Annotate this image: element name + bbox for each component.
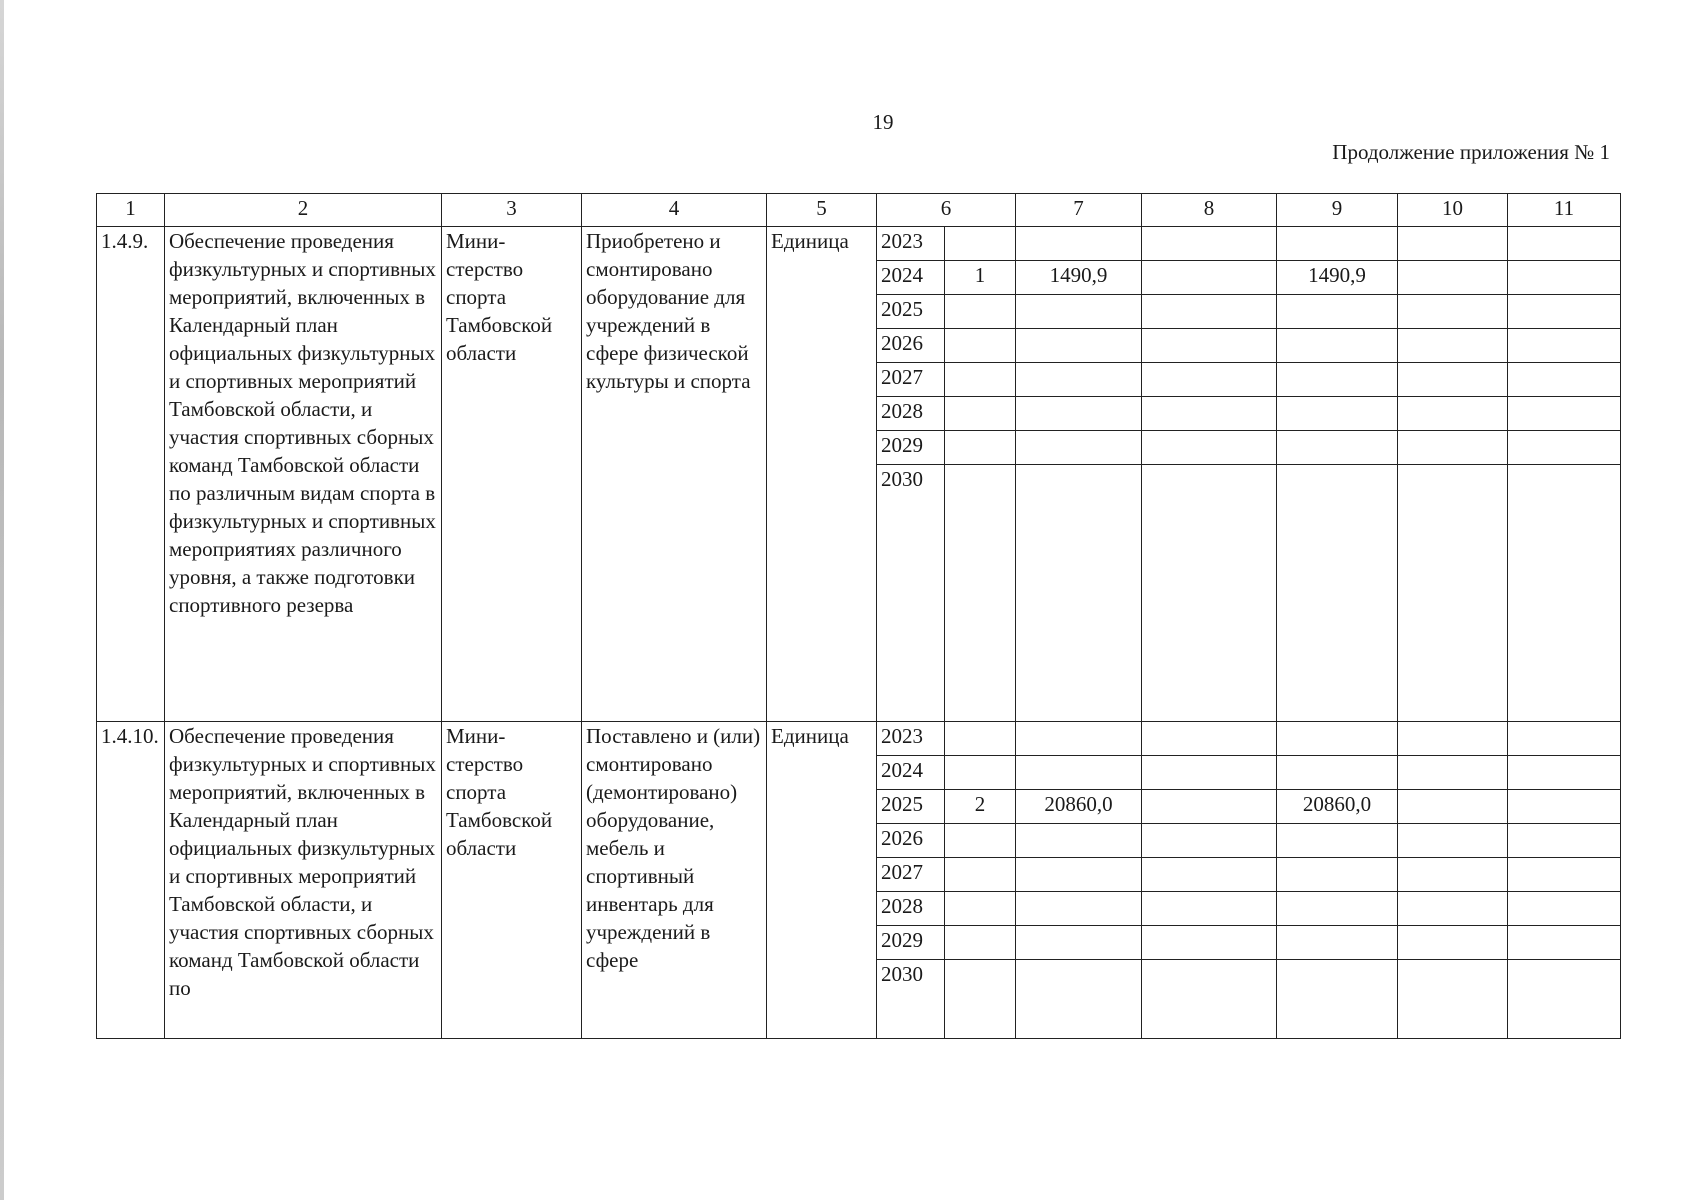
column-10-cell bbox=[1398, 892, 1508, 926]
table-row bbox=[97, 722, 1621, 756]
year-cell: 2023 bbox=[877, 227, 945, 261]
column-10-cell bbox=[1398, 722, 1508, 756]
header-cell-4: 4 bbox=[582, 194, 767, 227]
column-11-cell bbox=[1508, 431, 1621, 465]
column-8-cell bbox=[1142, 329, 1277, 363]
quantity-cell bbox=[945, 397, 1016, 431]
column-8-cell bbox=[1142, 261, 1277, 295]
year-cell: 2026 bbox=[877, 329, 945, 363]
column-9-cell: 1490,9 bbox=[1277, 261, 1398, 295]
column-8-cell bbox=[1142, 722, 1277, 756]
header-cell-11: 11 bbox=[1508, 194, 1621, 227]
column-10-cell bbox=[1398, 926, 1508, 960]
year-cell: 2030 bbox=[877, 465, 945, 722]
column-11-cell bbox=[1508, 329, 1621, 363]
year-cell: 2029 bbox=[877, 431, 945, 465]
column-7-cell bbox=[1016, 722, 1142, 756]
row-id-cell: 1.4.10. bbox=[97, 722, 165, 1039]
year-cell: 2026 bbox=[877, 824, 945, 858]
executor-cell: Мини- стерство спорта Тамбовской области bbox=[442, 227, 582, 722]
column-11-cell bbox=[1508, 926, 1621, 960]
column-8-cell bbox=[1142, 431, 1277, 465]
measure-name-cell: Обеспечение проведения физкультурных и спортивных мероприятий, включенных в Календарный план официальных физкультурных и спортивных мероприятий Тамбовской области, и участия спортивных сборных команд Тамбовской области по различным видам спорта в физкультурных и спортивных мероприятиях различного уровня, а также подготовки спортивного резерва bbox=[165, 227, 442, 722]
column-10-cell bbox=[1398, 329, 1508, 363]
header-row bbox=[97, 194, 1621, 227]
column-10-cell bbox=[1398, 756, 1508, 790]
column-8-cell bbox=[1142, 227, 1277, 261]
column-11-cell bbox=[1508, 722, 1621, 756]
column-10-cell bbox=[1398, 960, 1508, 1039]
column-8-cell bbox=[1142, 824, 1277, 858]
column-7-cell bbox=[1016, 295, 1142, 329]
column-8-cell bbox=[1142, 465, 1277, 722]
column-10-cell bbox=[1398, 261, 1508, 295]
year-cell: 2028 bbox=[877, 397, 945, 431]
column-11-cell bbox=[1508, 756, 1621, 790]
column-10-cell bbox=[1398, 824, 1508, 858]
column-9-cell bbox=[1277, 960, 1398, 1039]
year-cell: 2024 bbox=[877, 756, 945, 790]
year-cell: 2025 bbox=[877, 790, 945, 824]
column-9-cell bbox=[1277, 756, 1398, 790]
quantity-cell bbox=[945, 227, 1016, 261]
quantity-cell bbox=[945, 892, 1016, 926]
column-9-cell bbox=[1277, 431, 1398, 465]
column-10-cell bbox=[1398, 465, 1508, 722]
quantity-cell bbox=[945, 722, 1016, 756]
column-7-cell bbox=[1016, 329, 1142, 363]
page-number: 19 bbox=[872, 110, 894, 134]
column-10-cell bbox=[1398, 397, 1508, 431]
column-11-cell bbox=[1508, 824, 1621, 858]
unit-cell: Единица bbox=[767, 722, 877, 1039]
column-9-cell bbox=[1277, 465, 1398, 722]
header-cell-8: 8 bbox=[1142, 194, 1277, 227]
year-cell: 2025 bbox=[877, 295, 945, 329]
quantity-cell: 2 bbox=[945, 790, 1016, 824]
column-11-cell bbox=[1508, 363, 1621, 397]
header-cell-9: 9 bbox=[1277, 194, 1398, 227]
table-row bbox=[97, 227, 1621, 261]
column-9-cell bbox=[1277, 329, 1398, 363]
year-cell: 2028 bbox=[877, 892, 945, 926]
header-cell-7: 7 bbox=[1016, 194, 1142, 227]
result-cell: Приобретено и смонтировано оборудование для учреждений в сфере физической культуры и спорта bbox=[582, 227, 767, 722]
header-cell-2: 2 bbox=[165, 194, 442, 227]
executor-cell: Мини- стерство спорта Тамбовской области bbox=[442, 722, 582, 1039]
column-7-cell bbox=[1016, 227, 1142, 261]
year-cell: 2027 bbox=[877, 363, 945, 397]
column-11-cell bbox=[1508, 295, 1621, 329]
column-7-cell: 20860,0 bbox=[1016, 790, 1142, 824]
year-cell: 2023 bbox=[877, 722, 945, 756]
quantity-cell: 1 bbox=[945, 261, 1016, 295]
column-9-cell bbox=[1277, 824, 1398, 858]
year-cell: 2030 bbox=[877, 960, 945, 1039]
column-11-cell bbox=[1508, 790, 1621, 824]
column-9-cell bbox=[1277, 295, 1398, 329]
column-9-cell bbox=[1277, 363, 1398, 397]
column-11-cell bbox=[1508, 465, 1621, 722]
year-cell: 2029 bbox=[877, 926, 945, 960]
quantity-cell bbox=[945, 295, 1016, 329]
column-10-cell bbox=[1398, 790, 1508, 824]
column-10-cell bbox=[1398, 858, 1508, 892]
column-11-cell bbox=[1508, 892, 1621, 926]
column-7-cell bbox=[1016, 892, 1142, 926]
column-9-cell bbox=[1277, 722, 1398, 756]
column-7-cell bbox=[1016, 363, 1142, 397]
quantity-cell bbox=[945, 926, 1016, 960]
quantity-cell bbox=[945, 431, 1016, 465]
column-8-cell bbox=[1142, 363, 1277, 397]
column-11-cell bbox=[1508, 261, 1621, 295]
year-cell: 2024 bbox=[877, 261, 945, 295]
column-8-cell bbox=[1142, 756, 1277, 790]
column-8-cell bbox=[1142, 790, 1277, 824]
column-8-cell bbox=[1142, 295, 1277, 329]
unit-cell: Единица bbox=[767, 227, 877, 722]
column-7-cell bbox=[1016, 465, 1142, 722]
column-11-cell bbox=[1508, 960, 1621, 1039]
column-8-cell bbox=[1142, 397, 1277, 431]
quantity-cell bbox=[945, 363, 1016, 397]
quantity-cell bbox=[945, 465, 1016, 722]
quantity-cell bbox=[945, 329, 1016, 363]
column-7-cell bbox=[1016, 960, 1142, 1039]
column-9-cell bbox=[1277, 926, 1398, 960]
header-cell-3: 3 bbox=[442, 194, 582, 227]
column-9-cell bbox=[1277, 397, 1398, 431]
appendix-caption: Продолжение приложения № 1 bbox=[1332, 140, 1610, 164]
column-11-cell bbox=[1508, 397, 1621, 431]
column-7-cell bbox=[1016, 858, 1142, 892]
column-9-cell bbox=[1277, 892, 1398, 926]
result-cell: Поставлено и (или) смонтировано (демонтировано) оборудование, мебель и спортивный инвентарь для учреждений в сфере bbox=[582, 722, 767, 1039]
measure-name-cell: Обеспечение проведения физкультурных и спортивных мероприятий, включенных в Календарный план официальных физкультурных и спортивных мероприятий Тамбовской области, и участия спортивных сборных команд Тамбовской области по bbox=[165, 722, 442, 1039]
column-10-cell bbox=[1398, 363, 1508, 397]
column-11-cell bbox=[1508, 858, 1621, 892]
year-cell: 2027 bbox=[877, 858, 945, 892]
quantity-cell bbox=[945, 756, 1016, 790]
header-cell-5: 5 bbox=[767, 194, 877, 227]
column-9-cell bbox=[1277, 227, 1398, 261]
program-table bbox=[96, 193, 1621, 1039]
column-11-cell bbox=[1508, 227, 1621, 261]
scan-edge-shadow bbox=[0, 0, 4, 1200]
header-cell-10: 10 bbox=[1398, 194, 1508, 227]
column-8-cell bbox=[1142, 960, 1277, 1039]
row-id-cell: 1.4.9. bbox=[97, 227, 165, 722]
column-7-cell bbox=[1016, 926, 1142, 960]
column-7-cell bbox=[1016, 756, 1142, 790]
quantity-cell bbox=[945, 960, 1016, 1039]
quantity-cell bbox=[945, 824, 1016, 858]
quantity-cell bbox=[945, 858, 1016, 892]
header-cell-1: 1 bbox=[97, 194, 165, 227]
column-7-cell bbox=[1016, 397, 1142, 431]
column-8-cell bbox=[1142, 892, 1277, 926]
column-7-cell: 1490,9 bbox=[1016, 261, 1142, 295]
column-7-cell bbox=[1016, 824, 1142, 858]
column-9-cell bbox=[1277, 858, 1398, 892]
column-8-cell bbox=[1142, 926, 1277, 960]
column-8-cell bbox=[1142, 858, 1277, 892]
column-10-cell bbox=[1398, 295, 1508, 329]
column-10-cell bbox=[1398, 227, 1508, 261]
column-7-cell bbox=[1016, 431, 1142, 465]
header-cell-6: 6 bbox=[877, 194, 1016, 227]
column-9-cell: 20860,0 bbox=[1277, 790, 1398, 824]
column-10-cell bbox=[1398, 431, 1508, 465]
